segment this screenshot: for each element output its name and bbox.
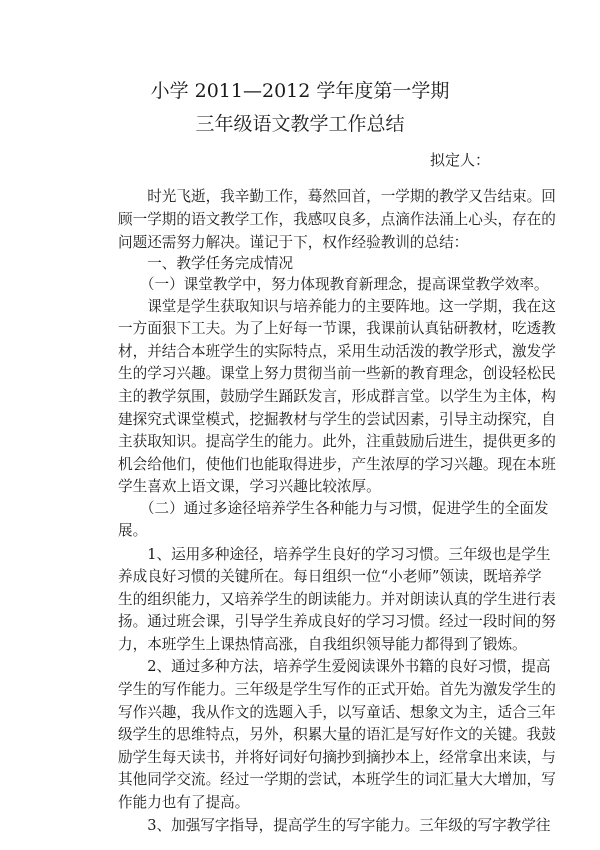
body-line: 主的教学氛围，鼓励学生踊跃发言，形成群言堂。以学生为主体，构 xyxy=(118,388,556,405)
body-line: 材，并结合本班学生的实际特点，采用生动活泼的教学形式，激发学 xyxy=(118,343,556,360)
body-line: （一）课堂教学中，努力体现教育新理念，提高课堂教学效率。 xyxy=(118,276,549,293)
body-line: 建探究式课堂模式，挖掘教材与学生的尝试因素，引导主动探究，自 xyxy=(118,411,556,428)
body-line: 其他同学交流。经过一学期的尝试，本班学生的词汇量大大增加，写 xyxy=(118,771,556,788)
body-line: 级学生的思维特点，另外，积累大量的语汇是写好作文的关键。我鼓 xyxy=(118,726,556,743)
body-line: 时光飞逝，我辛勤工作，蓦然回首，一学期的教学又告结束。回 xyxy=(118,188,556,205)
body-line: 生的组织能力，又培养学生的朗读能力。并对朗读认真的学生进行表 xyxy=(118,591,556,608)
body-line: 力，本班学生上课热情高涨，自我组织领导能力都得到了锻炼。 xyxy=(118,636,527,653)
body-line: （二）通过多途径培养学生各种能力与习惯，促进学生的全面发 xyxy=(118,500,549,517)
body-line: 学生喜欢上语文课，学习兴趣比较浓厚。 xyxy=(118,478,381,495)
body-line: 机会给他们，使他们也能取得进步，产生浓厚的学习兴趣。现在本班 xyxy=(118,456,556,473)
document-title-line-2: 三年级语文教学工作总结 xyxy=(195,113,405,135)
author-label: 拟定人： xyxy=(430,151,491,169)
body-line: 扬。通过班会课，引导学生养成良好的学习习惯。经过一段时间的努 xyxy=(118,613,556,630)
body-line: 主获取知识。提高学生的能力。此外，注重鼓励后进生，提供更多的 xyxy=(118,433,556,450)
body-line: 一方面狠下工夫。为了上好每一节课，我课前认真钻研教材，吃透教 xyxy=(118,320,556,337)
document-title-line-1: 小学 2011—2012 学年度第一学期 xyxy=(150,80,450,102)
body-line: 生的学习兴趣。课堂上努力贯彻当前一些新的教育理念，创设轻松民 xyxy=(118,365,556,382)
body-line: 一、教学任务完成情况 xyxy=(118,255,294,272)
body-line: 作能力也有了提高。 xyxy=(118,794,250,811)
body-line: 学生的写作能力。三年级是学生写作的正式开始。首先为激发学生的 xyxy=(118,681,556,698)
body-line: 励学生每天读书，并将好词好句摘抄到摘抄本上，经常拿出来读，与 xyxy=(118,749,556,766)
body-line: 2、通过多种方法，培养学生爱阅读课外书籍的良好习惯，提高 xyxy=(118,658,551,675)
body-line: 3、加强写字指导，提高学生的写字能力。三年级的写字教学往 xyxy=(118,817,551,834)
body-line: 1、运用多种途径，培养学生良好的学习习惯。三年级也是学生 xyxy=(118,546,551,563)
body-line: 问题还需努力解决。谨记于下，权作经验教训的总结： xyxy=(118,234,469,251)
body-line: 写作兴趣，我从作文的选题入手，以写童话、想象文为主，适合三年 xyxy=(118,704,556,721)
body-line: 展。 xyxy=(118,522,148,539)
body-line: 养成良好习惯的关键所在。每日组织一位“小老师”领读，既培养学 xyxy=(118,568,542,585)
body-line: 顾一学期的语文教学工作，我感叹良多，点滴作法涌上心头，存在的 xyxy=(118,211,556,228)
body-line: 课堂是学生获取知识与培养能力的主要阵地。这一学期，我在这 xyxy=(118,298,556,315)
